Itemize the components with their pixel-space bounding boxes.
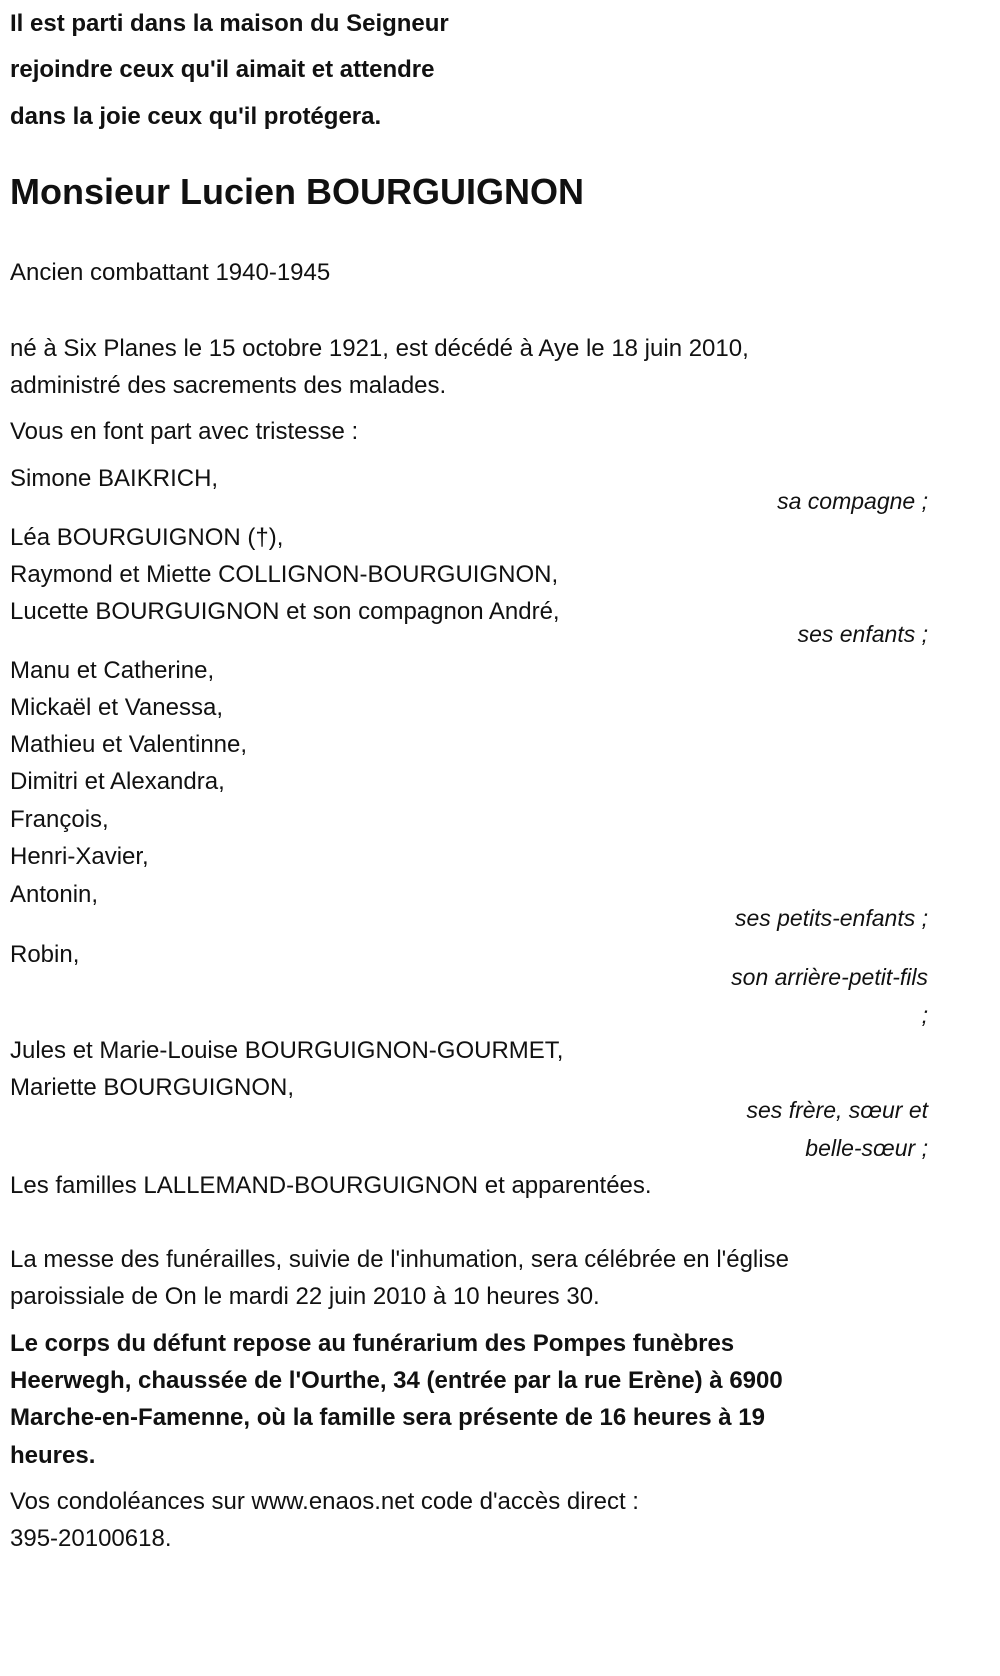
family-role: son arrière-petit-fils — [731, 964, 928, 990]
family-name: Mickaël et Vanessa, — [10, 694, 223, 721]
family-name: Mariette BOURGUIGNON, — [10, 1074, 295, 1101]
family-name: Jules et Marie-Louise BOURGUIGNON-GOURMET, — [10, 1037, 564, 1064]
family-role: sa compagne ; — [777, 488, 928, 514]
condolences-line: Vos condoléances sur www.enaos.net code d'accès direct : — [10, 1488, 639, 1515]
family-name: Manu et Catherine, — [10, 657, 215, 684]
funerarium-line: Heerwegh, chaussée de l'Ourthe, 34 (entrée par la rue Erène) à 6900 — [10, 1367, 783, 1394]
verse-line: Il est parti dans la maison du Seigneur — [10, 10, 449, 37]
intro: Vous en font part avec tristesse : — [10, 418, 359, 445]
funerarium-line: heures. — [10, 1442, 96, 1469]
family-name: Robin, — [10, 941, 80, 968]
other-families: Les familles LALLEMAND-BOURGUIGNON et apparentées. — [10, 1172, 652, 1199]
family-name: Lucette BOURGUIGNON et son compagnon André, — [10, 598, 560, 625]
family-role: ; — [921, 1002, 928, 1028]
mass-line: La messe des funérailles, suivie de l'inhumation, sera célébrée en l'église — [10, 1246, 789, 1273]
family-name: Antonin, — [10, 881, 99, 908]
family-name: Dimitri et Alexandra, — [10, 768, 225, 795]
family-role: ses petits-enfants ; — [734, 905, 928, 931]
verse-line: dans la joie ceux qu'il protégera. — [10, 103, 382, 130]
birth-death-line: administré des sacrements des malades. — [10, 372, 447, 399]
family-name: Mathieu et Valentinne, — [10, 731, 248, 758]
condolences-code: 395-20100618. — [10, 1525, 172, 1552]
family-name: Henri-Xavier, — [10, 843, 149, 870]
family-name: Raymond et Miette COLLIGNON-BOURGUIGNON, — [10, 561, 559, 588]
family-role: belle-sœur ; — [805, 1135, 928, 1161]
funerarium-line: Le corps du défunt repose au funérarium des Pompes funèbres — [10, 1330, 735, 1357]
deceased-name: Monsieur Lucien BOURGUIGNON — [10, 171, 585, 212]
verse-line: rejoindre ceux qu'il aimait et attendre — [10, 56, 435, 83]
family-role: ses frère, sœur et — [746, 1097, 928, 1123]
family-name: François, — [10, 806, 109, 833]
subtitle: Ancien combattant 1940-1945 — [10, 259, 331, 286]
mass-line: paroissiale de On le mardi 22 juin 2010 à 10 heures 30. — [10, 1283, 600, 1310]
family-name: Simone BAIKRICH, — [10, 465, 219, 492]
funerarium-line: Marche-en-Famenne, où la famille sera présente de 16 heures à 19 — [10, 1404, 765, 1431]
family-role: ses enfants ; — [797, 621, 928, 647]
birth-death-line: né à Six Planes le 15 octobre 1921, est décédé à Aye le 18 juin 2010, — [10, 335, 749, 362]
family-name: Léa BOURGUIGNON (†), — [10, 524, 284, 551]
